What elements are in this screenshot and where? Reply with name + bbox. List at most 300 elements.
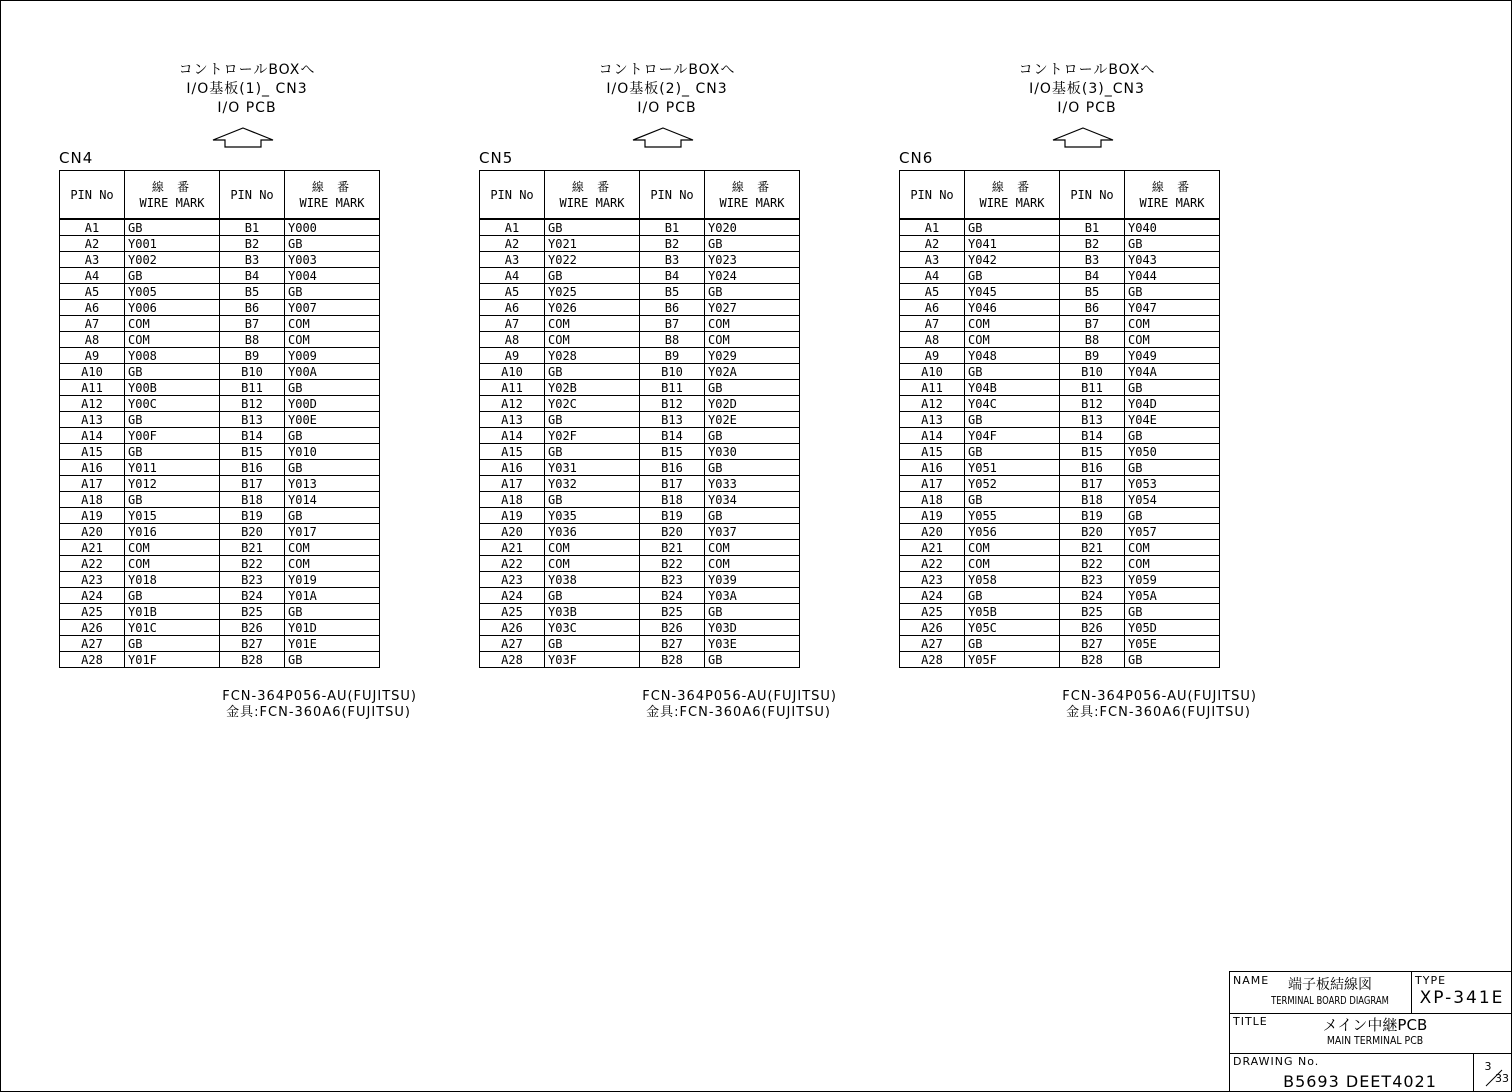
table-row <box>60 476 380 492</box>
wire-cell: Y051 <box>965 460 1060 476</box>
wire-cell: GB <box>125 268 220 284</box>
wire-cell: GB <box>125 219 220 236</box>
pin-cell: A6 <box>480 300 545 316</box>
wire-cell: Y055 <box>965 508 1060 524</box>
pin-cell: B12 <box>1060 396 1125 412</box>
pin-cell: A16 <box>60 460 125 476</box>
pin-cell: B28 <box>1060 652 1125 668</box>
table-row <box>60 284 380 300</box>
wire-mark-header <box>545 171 640 220</box>
table-row <box>60 268 380 284</box>
wire-cell: Y00B <box>125 380 220 396</box>
wire-cell: Y015 <box>125 508 220 524</box>
wire-cell: Y023 <box>705 252 800 268</box>
pin-cell: B4 <box>1060 268 1125 284</box>
pin-cell: B25 <box>1060 604 1125 620</box>
wire-cell: Y035 <box>545 508 640 524</box>
wire-cell: Y01B <box>125 604 220 620</box>
pin-cell: A26 <box>900 620 965 636</box>
wire-cell: Y02B <box>545 380 640 396</box>
table-row <box>900 540 1220 556</box>
table-row <box>480 268 800 284</box>
pin-cell: B15 <box>220 444 285 460</box>
wire-cell: Y058 <box>965 572 1060 588</box>
pin-cell: B9 <box>640 348 705 364</box>
pin-cell: B7 <box>220 316 285 332</box>
table-row <box>60 540 380 556</box>
pin-cell: B5 <box>220 284 285 300</box>
destination-line: コントロールBOXへ <box>1018 62 1156 78</box>
wire-cell: Y050 <box>1125 444 1220 460</box>
pin-cell: B15 <box>1060 444 1125 460</box>
pin-cell: A11 <box>900 380 965 396</box>
wire-cell: GB <box>965 444 1060 460</box>
pin-table <box>479 170 800 668</box>
pin-cell: B1 <box>220 219 285 236</box>
wire-cell: GB <box>545 364 640 380</box>
pin-cell: A13 <box>900 412 965 428</box>
pin-cell: B20 <box>1060 524 1125 540</box>
pin-cell: A18 <box>60 492 125 508</box>
wire-cell: GB <box>705 380 800 396</box>
pin-cell: B2 <box>1060 236 1125 252</box>
wire-cell: Y011 <box>125 460 220 476</box>
wire-cell: GB <box>125 364 220 380</box>
pin-cell: A23 <box>60 572 125 588</box>
pin-cell: A27 <box>60 636 125 652</box>
pin-table <box>59 170 380 668</box>
wire-cell: Y01A <box>285 588 380 604</box>
wire-cell: Y016 <box>125 524 220 540</box>
wire-cell: GB <box>1125 460 1220 476</box>
wire-cell: Y008 <box>125 348 220 364</box>
pin-no-header: PIN No <box>900 171 965 220</box>
pin-cell: B22 <box>640 556 705 572</box>
table-row <box>60 492 380 508</box>
pin-cell: B14 <box>1060 428 1125 444</box>
wire-cell: Y04A <box>1125 364 1220 380</box>
wire-cell: Y02E <box>705 412 800 428</box>
table-row <box>900 572 1220 588</box>
type-label: TYPE <box>1415 974 1447 987</box>
pin-cell: B26 <box>1060 620 1125 636</box>
pin-cell: B6 <box>640 300 705 316</box>
wire-cell: GB <box>705 460 800 476</box>
pin-cell: B27 <box>640 636 705 652</box>
pin-cell: A12 <box>480 396 545 412</box>
table-row <box>480 316 800 332</box>
pin-cell: A8 <box>480 332 545 348</box>
pin-cell: A9 <box>900 348 965 364</box>
table-row <box>60 332 380 348</box>
pin-cell: B1 <box>1060 219 1125 236</box>
wire-cell: Y03F <box>545 652 640 668</box>
pin-cell: B16 <box>220 460 285 476</box>
pin-cell: B8 <box>1060 332 1125 348</box>
table-row <box>480 652 800 668</box>
part-number: FCN-364P056-AU(FUJITSU) <box>1062 689 1257 704</box>
table-row <box>900 332 1220 348</box>
pin-cell: A28 <box>480 652 545 668</box>
pin-cell: B4 <box>640 268 705 284</box>
table-row <box>900 284 1220 300</box>
wire-cell: Y026 <box>545 300 640 316</box>
wire-cell: Y034 <box>705 492 800 508</box>
pin-cell: B10 <box>220 364 285 380</box>
table-row <box>900 444 1220 460</box>
wire-cell: GB <box>285 460 380 476</box>
pin-cell: A28 <box>60 652 125 668</box>
pin-cell: B13 <box>640 412 705 428</box>
wire-cell: GB <box>1125 284 1220 300</box>
table-row <box>60 460 380 476</box>
pin-cell: B19 <box>220 508 285 524</box>
pin-cell: B16 <box>1060 460 1125 476</box>
wire-cell: Y005 <box>125 284 220 300</box>
table-header-row <box>900 171 1220 220</box>
pin-cell: B13 <box>1060 412 1125 428</box>
wire-cell: Y054 <box>1125 492 1220 508</box>
pin-cell: A20 <box>900 524 965 540</box>
pin-cell: A9 <box>480 348 545 364</box>
table-row <box>60 636 380 652</box>
wire-cell: Y000 <box>285 219 380 236</box>
wire-cell: COM <box>125 316 220 332</box>
wire-cell: Y00D <box>285 396 380 412</box>
pin-cell: A5 <box>480 284 545 300</box>
wire-mark-header <box>125 171 220 220</box>
wire-cell: Y00F <box>125 428 220 444</box>
table-row <box>480 219 800 236</box>
wire-cell: Y05F <box>965 652 1060 668</box>
wire-cell: Y05B <box>965 604 1060 620</box>
destination-line: I/O基板(2)_ CN3 <box>606 81 728 97</box>
wire-cell: COM <box>545 556 640 572</box>
table-row <box>480 364 800 380</box>
pin-no-header: PIN No <box>1060 171 1125 220</box>
pin-cell: B21 <box>1060 540 1125 556</box>
wire-en-label: WIRE MARK <box>299 195 365 210</box>
pin-cell: B5 <box>640 284 705 300</box>
wire-cell: GB <box>965 492 1060 508</box>
wire-cell: Y028 <box>545 348 640 364</box>
table-row <box>900 316 1220 332</box>
wire-cell: COM <box>285 316 380 332</box>
table-row <box>60 396 380 412</box>
wire-cell: Y007 <box>285 300 380 316</box>
table-row <box>480 476 800 492</box>
pin-cell: B27 <box>1060 636 1125 652</box>
pin-cell: A15 <box>480 444 545 460</box>
pin-cell: A17 <box>480 476 545 492</box>
name-label: NAME <box>1233 974 1270 987</box>
pin-cell: B20 <box>220 524 285 540</box>
wire-en-label: WIRE MARK <box>1139 195 1205 210</box>
pin-cell: B4 <box>220 268 285 284</box>
wire-cell: COM <box>125 540 220 556</box>
wire-cell: COM <box>965 540 1060 556</box>
pin-cell: B3 <box>220 252 285 268</box>
wire-cell: GB <box>285 508 380 524</box>
pin-cell: B3 <box>1060 252 1125 268</box>
pin-cell: B23 <box>640 572 705 588</box>
pin-table <box>899 170 1220 668</box>
table-row <box>900 268 1220 284</box>
table-row <box>60 508 380 524</box>
sheet-number: 3 <box>1484 1060 1492 1073</box>
wire-cell: Y029 <box>705 348 800 364</box>
wire-cell: Y045 <box>965 284 1060 300</box>
pin-cell: A14 <box>60 428 125 444</box>
wire-jp-label: 線 番 <box>731 179 773 194</box>
table-row <box>60 556 380 572</box>
pin-cell: B1 <box>640 219 705 236</box>
pin-cell: A22 <box>900 556 965 572</box>
wire-cell: COM <box>125 332 220 348</box>
wire-cell: Y00C <box>125 396 220 412</box>
pin-cell: B19 <box>640 508 705 524</box>
pin-no-header: PIN No <box>480 171 545 220</box>
wire-cell: GB <box>285 428 380 444</box>
pin-cell: A25 <box>480 604 545 620</box>
wire-cell: COM <box>545 540 640 556</box>
wire-cell: Y032 <box>545 476 640 492</box>
pin-cell: B7 <box>1060 316 1125 332</box>
wire-cell: COM <box>965 332 1060 348</box>
wire-cell: GB <box>965 588 1060 604</box>
pin-cell: B6 <box>220 300 285 316</box>
wire-cell: GB <box>285 604 380 620</box>
table-row <box>900 492 1220 508</box>
title-jp: メイン中継PCB <box>1322 1016 1428 1034</box>
pin-cell: B25 <box>220 604 285 620</box>
pin-cell: A19 <box>60 508 125 524</box>
table-row <box>900 524 1220 540</box>
table-row <box>60 219 380 236</box>
table-row <box>480 284 800 300</box>
wire-cell: Y018 <box>125 572 220 588</box>
table-row <box>480 444 800 460</box>
wire-cell: Y053 <box>1125 476 1220 492</box>
pin-cell: A18 <box>480 492 545 508</box>
wire-cell: Y052 <box>965 476 1060 492</box>
wire-cell: GB <box>545 444 640 460</box>
name-jp: 端子板結線図 <box>1288 977 1372 993</box>
table-row <box>480 540 800 556</box>
pin-cell: B25 <box>640 604 705 620</box>
pin-cell: A4 <box>60 268 125 284</box>
up-arrow-icon <box>211 127 275 149</box>
wire-cell: COM <box>285 556 380 572</box>
destination-line: コントロールBOXへ <box>178 62 316 78</box>
wire-cell: GB <box>1125 604 1220 620</box>
table-row <box>900 348 1220 364</box>
wire-cell: Y021 <box>545 236 640 252</box>
table-row <box>480 348 800 364</box>
wire-cell: Y003 <box>285 252 380 268</box>
wire-cell: GB <box>705 652 800 668</box>
wire-cell: GB <box>545 268 640 284</box>
table-row <box>60 316 380 332</box>
pin-cell: A22 <box>60 556 125 572</box>
pin-cell: A1 <box>900 219 965 236</box>
table-row <box>480 300 800 316</box>
wire-cell: Y057 <box>1125 524 1220 540</box>
table-row <box>60 572 380 588</box>
wire-cell: GB <box>965 268 1060 284</box>
pin-cell: B11 <box>1060 380 1125 396</box>
pin-cell: A22 <box>480 556 545 572</box>
pin-cell: A21 <box>60 540 125 556</box>
pin-cell: A10 <box>900 364 965 380</box>
wire-cell: Y022 <box>545 252 640 268</box>
wire-cell: GB <box>705 428 800 444</box>
wire-cell: GB <box>125 412 220 428</box>
table-row <box>480 236 800 252</box>
up-arrow-icon <box>1051 127 1115 149</box>
wire-mark-header <box>1125 171 1220 220</box>
wire-cell: Y043 <box>1125 252 1220 268</box>
pin-cell: A8 <box>900 332 965 348</box>
wire-cell: Y03E <box>705 636 800 652</box>
table-row <box>480 428 800 444</box>
table-row <box>900 556 1220 572</box>
pin-cell: A9 <box>60 348 125 364</box>
pin-cell: B18 <box>220 492 285 508</box>
wire-cell: GB <box>545 412 640 428</box>
pin-cell: B10 <box>640 364 705 380</box>
pin-cell: A5 <box>900 284 965 300</box>
wire-en-label: WIRE MARK <box>719 195 785 210</box>
pin-cell: A3 <box>900 252 965 268</box>
wire-cell: Y048 <box>965 348 1060 364</box>
pin-cell: B2 <box>640 236 705 252</box>
wire-cell: Y020 <box>705 219 800 236</box>
wire-cell: Y05C <box>965 620 1060 636</box>
table-row <box>900 396 1220 412</box>
wire-cell: Y014 <box>285 492 380 508</box>
pin-cell: A7 <box>900 316 965 332</box>
wire-cell: Y01C <box>125 620 220 636</box>
wire-cell: Y031 <box>545 460 640 476</box>
pin-cell: B6 <box>1060 300 1125 316</box>
wire-cell: COM <box>125 556 220 572</box>
wire-cell: Y001 <box>125 236 220 252</box>
wire-cell: GB <box>125 492 220 508</box>
pin-cell: A24 <box>60 588 125 604</box>
wire-cell: Y049 <box>1125 348 1220 364</box>
wire-cell: Y009 <box>285 348 380 364</box>
pin-cell: A26 <box>480 620 545 636</box>
wire-cell: COM <box>965 556 1060 572</box>
up-arrow-icon <box>631 127 695 149</box>
pin-cell: B2 <box>220 236 285 252</box>
pin-cell: A11 <box>60 380 125 396</box>
pin-cell: A16 <box>900 460 965 476</box>
table-row <box>900 604 1220 620</box>
pin-cell: A24 <box>480 588 545 604</box>
wire-cell: GB <box>285 284 380 300</box>
pin-cell: A20 <box>60 524 125 540</box>
wire-cell: Y02C <box>545 396 640 412</box>
table-row <box>480 252 800 268</box>
pin-cell: B3 <box>640 252 705 268</box>
wire-jp-label: 線 番 <box>571 179 613 194</box>
wire-cell: GB <box>1125 652 1220 668</box>
table-row <box>900 219 1220 236</box>
pin-cell: A23 <box>900 572 965 588</box>
pin-cell: B11 <box>640 380 705 396</box>
table-row <box>900 428 1220 444</box>
wire-cell: GB <box>545 219 640 236</box>
wire-cell: GB <box>1125 236 1220 252</box>
wire-cell: Y037 <box>705 524 800 540</box>
table-row <box>900 476 1220 492</box>
wire-cell: COM <box>705 540 800 556</box>
table-row <box>480 380 800 396</box>
pin-cell: B9 <box>1060 348 1125 364</box>
wire-cell: Y047 <box>1125 300 1220 316</box>
pin-cell: A4 <box>900 268 965 284</box>
pin-cell: A28 <box>900 652 965 668</box>
bracket-part-number: 金具:FCN-360A6(FUJITSU) <box>1066 705 1251 720</box>
pin-cell: A26 <box>60 620 125 636</box>
wire-cell: GB <box>545 588 640 604</box>
wire-cell: Y039 <box>705 572 800 588</box>
table-row <box>900 380 1220 396</box>
name-en: TERMINAL BOARD DIAGRAM <box>1271 994 1389 1007</box>
wire-cell: Y010 <box>285 444 380 460</box>
pin-cell: A24 <box>900 588 965 604</box>
wire-cell: Y04B <box>965 380 1060 396</box>
wire-cell: Y044 <box>1125 268 1220 284</box>
table-row <box>60 652 380 668</box>
pin-cell: B14 <box>220 428 285 444</box>
destination-line: I/O PCB <box>1057 100 1117 116</box>
pin-cell: A10 <box>60 364 125 380</box>
wire-cell: COM <box>705 556 800 572</box>
table-row <box>60 444 380 460</box>
pin-cell: A21 <box>900 540 965 556</box>
wire-cell: Y04E <box>1125 412 1220 428</box>
wire-cell: COM <box>1125 540 1220 556</box>
pin-cell: A14 <box>480 428 545 444</box>
bracket-part-number: 金具:FCN-360A6(FUJITSU) <box>226 705 411 720</box>
pin-cell: A4 <box>480 268 545 284</box>
wire-cell: Y002 <box>125 252 220 268</box>
table-row <box>900 508 1220 524</box>
wire-cell: Y03A <box>705 588 800 604</box>
wire-cell: GB <box>705 604 800 620</box>
wire-cell: COM <box>1125 332 1220 348</box>
wire-mark-header <box>285 171 380 220</box>
wire-mark-header <box>965 171 1060 220</box>
pin-no-header: PIN No <box>220 171 285 220</box>
wire-cell: COM <box>965 316 1060 332</box>
table-row <box>480 332 800 348</box>
pin-cell: B17 <box>640 476 705 492</box>
wire-cell: GB <box>705 508 800 524</box>
wire-cell: Y006 <box>125 300 220 316</box>
wire-cell: Y036 <box>545 524 640 540</box>
table-row <box>480 460 800 476</box>
table-row <box>480 588 800 604</box>
pin-cell: A20 <box>480 524 545 540</box>
wire-jp-label: 線 番 <box>991 179 1033 194</box>
pin-cell: B23 <box>220 572 285 588</box>
table-row <box>900 236 1220 252</box>
wire-cell: Y017 <box>285 524 380 540</box>
